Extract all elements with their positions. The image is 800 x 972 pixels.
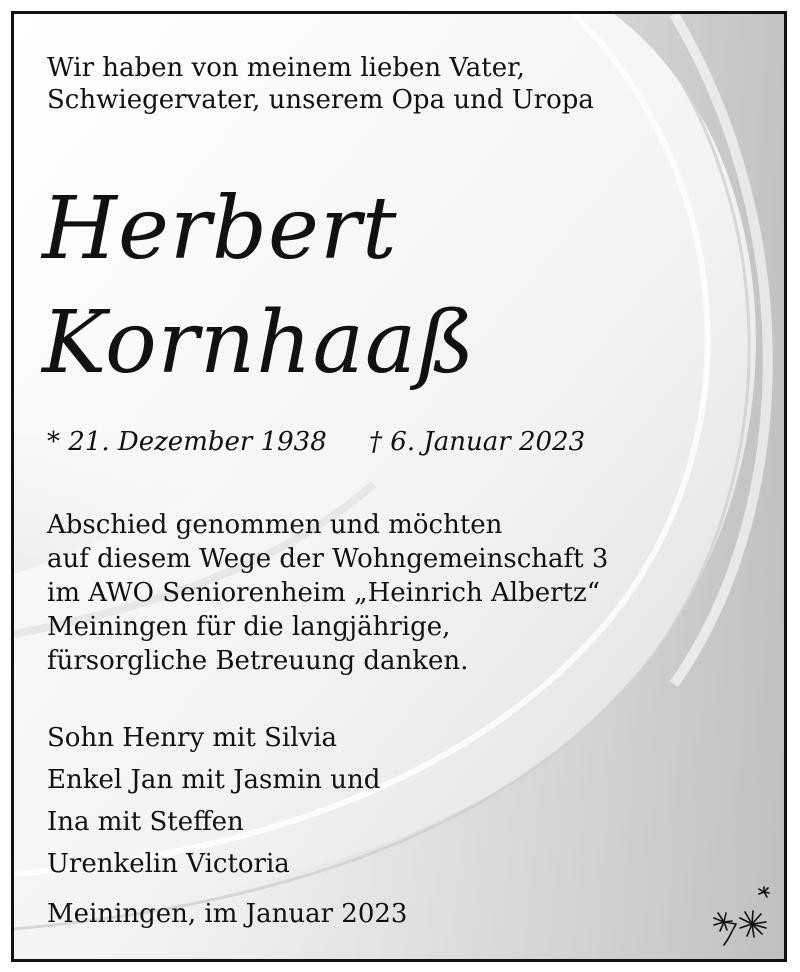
death-date: † 6. Januar 2023: [369, 427, 586, 457]
last-name: Kornhaaß: [42, 293, 476, 393]
dandelion-seeds-icon: [704, 884, 776, 946]
intro-line: Schwiegervater, unserem Opa und Uropa: [47, 85, 594, 115]
mourner-entry: Urenkelin Victoria: [47, 849, 290, 879]
place-and-date: Meiningen, im Januar 2023: [47, 899, 408, 929]
deceased-name: [42, 172, 476, 400]
message-line: Abschied genommen und möchten: [47, 510, 503, 540]
first-name: Herbert: [42, 179, 398, 279]
mourner-entry: Ina mit Steffen: [47, 807, 244, 837]
message-line: fürsorgliche Betreuung danken.: [47, 646, 469, 676]
thank-you-message: [47, 508, 608, 678]
mourner-entry: Enkel Jan mit Jasmin und: [47, 765, 381, 795]
message-line: im AWO Seniorenheim „Heinrich Albertz“: [47, 578, 600, 608]
life-dates: [47, 426, 585, 458]
intro-text: [47, 52, 594, 116]
mourner-entry: Sohn Henry mit Silvia: [47, 723, 338, 753]
obituary-notice: [11, 11, 787, 962]
birth-date: * 21. Dezember 1938: [47, 427, 327, 457]
mourners-list: [47, 717, 380, 885]
message-line: auf diesem Wege der Wohngemeinschaft 3: [47, 544, 609, 574]
intro-line: Wir haben von meinem lieben Vater,: [47, 53, 525, 83]
message-line: Meiningen für die langjährige,: [47, 612, 451, 642]
